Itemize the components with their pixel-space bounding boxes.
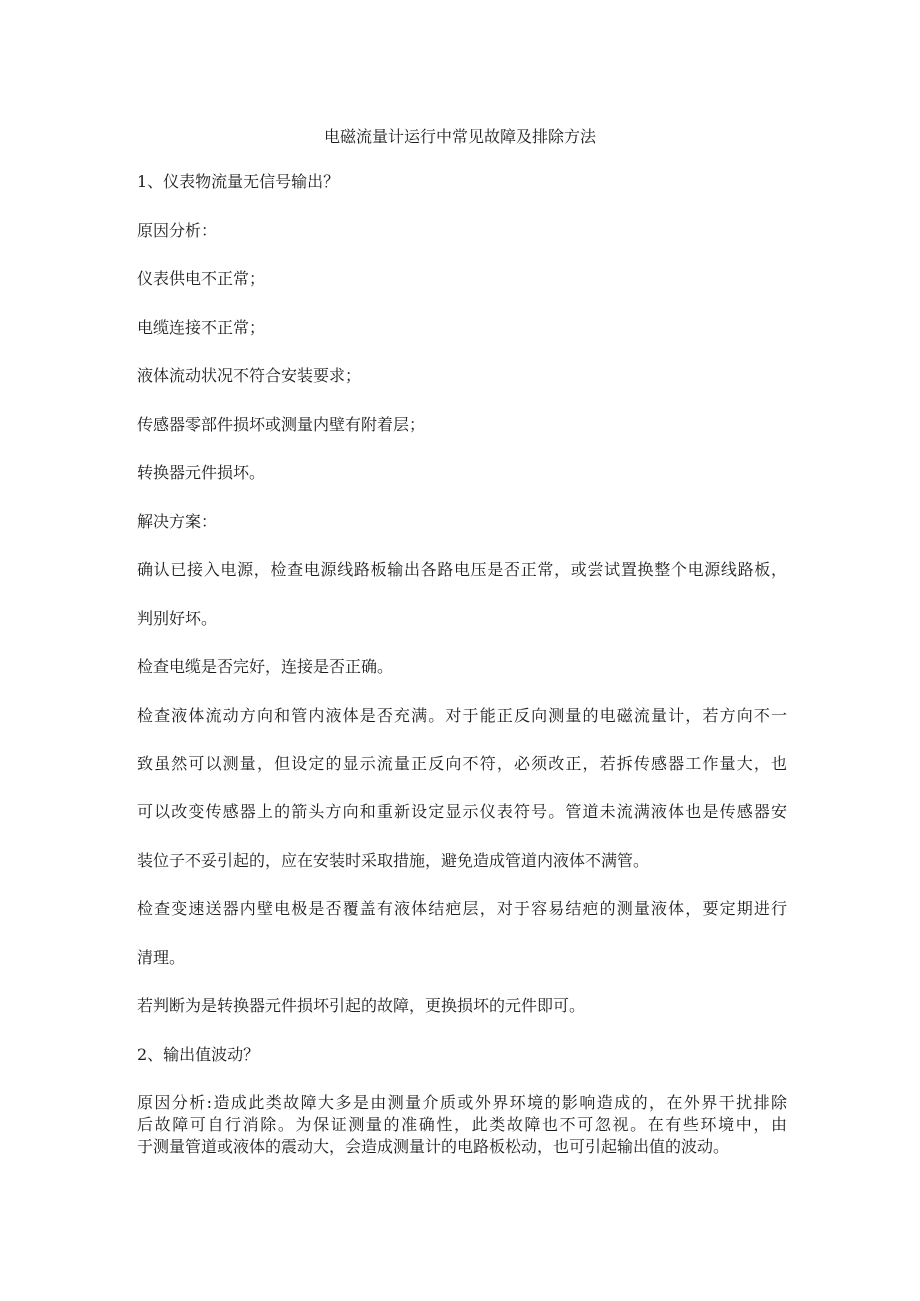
section-2-heading: 2、输出值波动？ <box>137 1045 260 1064</box>
solution-label: 解决方案： <box>137 512 218 531</box>
solution-line: 装位子不妥引起的，应在安装时采取措施，避免造成管道内液体不满管。 <box>137 851 650 870</box>
section-1-heading: 1、仪表物流量无信号输出？ <box>137 172 340 191</box>
solution-line: 可以改变传感器上的箭头方向和重新设定显示仪表符号。管道未流满液体也是传感器安 <box>137 802 787 821</box>
section-2-paragraph <box>137 1092 787 1158</box>
paragraph-line: 原因分析:造成此类故障大多是由测量介质或外界环境的影响造成的，在外界干扰排除 <box>137 1093 787 1112</box>
cause-item: 液体流动状况不符合安装要求； <box>137 366 362 385</box>
solution-line: 检查变速送器内壁电极是否覆盖有液体结疤层，对于容易结疤的测量液体，要定期进行 <box>137 899 787 918</box>
solution-line: 检查液体流动方向和管内液体是否充满。对于能正反向测量的电磁流量计，若方向不一 <box>137 706 787 725</box>
solution-line: 确认已接入电源，检查电源线路板输出各路电压是否正常，或尝试置换整个电源线路板， <box>137 560 787 579</box>
solution-line: 致虽然可以测量，但设定的显示流量正反向不符，必须改正，若拆传感器工作量大，也 <box>137 754 787 773</box>
paragraph-line: 后故障可自行消除。为保证测量的准确性，此类故障也不可忽视。在有些环境中，由 <box>137 1115 787 1134</box>
cause-analysis-label: 原因分析： <box>137 221 218 240</box>
solution-line: 若判断为是转换器元件损坏引起的故障，更换损坏的元件即可。 <box>137 996 586 1015</box>
paragraph-line: 于测量管道或液体的震动大，会造成测量计的电路板松动，也可引起输出值的波动。 <box>137 1137 730 1156</box>
solution-line: 判别好坏。 <box>137 609 218 628</box>
cause-item: 传感器零部件损坏或测量内壁有附着层； <box>137 415 426 434</box>
solution-line: 检查电缆是否完好，连接是否正确。 <box>137 657 394 676</box>
document-title: 电磁流量计运行中常见故障及排除方法 <box>323 127 596 146</box>
solution-line: 清理。 <box>137 948 186 967</box>
cause-item: 仪表供电不正常； <box>137 269 266 288</box>
cause-item: 电缆连接不正常； <box>137 318 266 337</box>
cause-item: 转换器元件损坏。 <box>137 463 266 482</box>
